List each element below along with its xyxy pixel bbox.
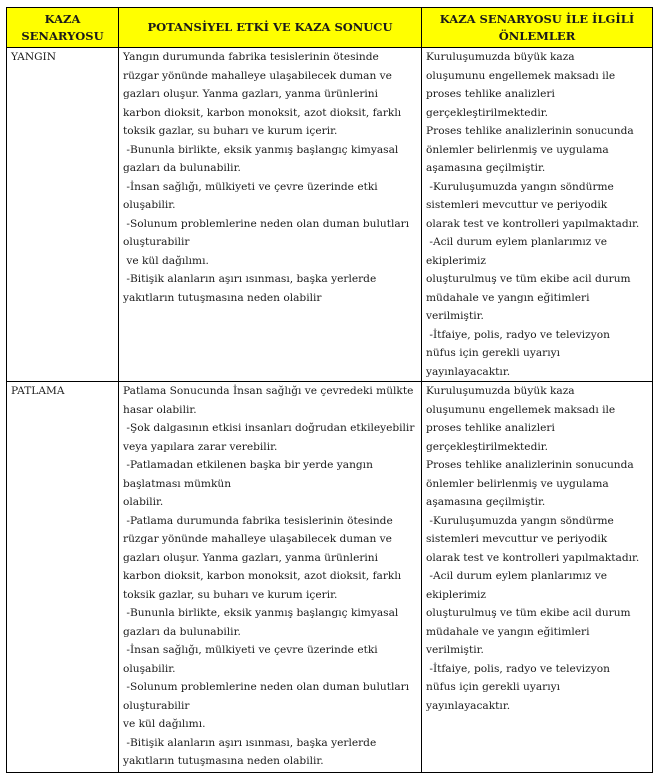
text-line: toksik gazlar, su buharı ve kurum içerir.: [123, 125, 338, 137]
scenario-label: YANGIN: [11, 51, 57, 63]
text-line: -Bununla birlikte, eksik yanmış başlangıç kimyasal: [123, 143, 399, 156]
accident-scenario-table: [6, 7, 653, 773]
header-row: [7, 8, 653, 48]
text-line: önlemler belirlenmiş ve uygulama: [426, 477, 609, 490]
text-line: ve kül dağılımı.: [123, 254, 209, 267]
text-line: sistemleri mevcuttur ve periyodik: [426, 533, 608, 545]
text-line: gerçekleştirilmektedir.: [426, 440, 549, 453]
text-line: oluşumunu engellemek maksadı ile: [426, 403, 616, 416]
text-line: sistemleri mevcuttur ve periyodik: [426, 199, 608, 211]
text-line: proses tehlike analizleri: [426, 88, 555, 100]
table-row-yangin: [7, 48, 653, 382]
text-line: Kuruluşumuzda büyük kaza: [426, 51, 575, 63]
text-line: başlatması mümkün: [123, 477, 232, 490]
text-line: yayınlayacaktır.: [426, 699, 511, 712]
text-line: -Bitişik alanların aşırı ısınması, başka yerlerde: [123, 736, 377, 749]
text-line: gazları da bulunabilir.: [123, 625, 241, 638]
text-line: gazları oluşur. Yanma gazları, yanma ürünlerini: [123, 551, 378, 564]
text-line: Proses tehlike analizlerinin sonucunda: [426, 459, 634, 471]
text-line: oluşabilir.: [123, 199, 176, 211]
text-line: nüfus için gerekli uyarıyı: [426, 681, 560, 693]
header-potential-effect: POTANSİYEL ETKİ VE KAZA SONUCU: [119, 8, 422, 48]
text-line: verilmiştir.: [426, 310, 484, 322]
text-line: -Bununla birlikte, eksik yanmış başlangıç kimyasal: [123, 607, 399, 619]
text-line: -Şok dalgasının etkisi insanları doğrudan etkileyebilir: [123, 422, 415, 434]
text-line: karbon dioksit, karbon monoksit, azot dioksit, farklı: [123, 570, 402, 582]
text-line: gerçekleştirilmektedir.: [426, 106, 549, 119]
text-line: Proses tehlike analizlerinin sonucunda: [426, 125, 634, 137]
effect-cell: [119, 382, 422, 773]
text-line: toksik gazlar, su buharı ve kurum içerir.: [123, 588, 338, 601]
text-line: Kuruluşumuzda büyük kaza: [426, 385, 575, 397]
text-line: aşamasına geçilmiştir.: [426, 162, 546, 174]
text-line: müdahale ve yangın eğitimleri: [426, 625, 590, 638]
text-line: veya yapılara zarar verebilir.: [123, 440, 278, 453]
text-line: Patlama Sonucunda İnsan sağlığı ve çevredeki mülkte: [123, 385, 414, 397]
text-line: yayınlayacaktır.: [426, 365, 511, 378]
text-line: müdahale ve yangın eğitimleri: [426, 291, 590, 304]
text-line: -Patlamadan etkilenen başka bir yerde yangın: [123, 459, 373, 471]
table-row-patlama: [7, 382, 653, 773]
text-line: rüzgar yönünde mahalleye ulaşabilecek duman ve: [123, 533, 392, 545]
text-line: -Acil durum eylem planlarımız ve: [426, 570, 608, 582]
text-line: oluşturabilir: [123, 699, 190, 712]
text-line: -Bitişik alanların aşırı ısınması, başka yerlerde: [123, 273, 377, 285]
text-line: proses tehlike analizleri: [426, 422, 555, 434]
text-line: oluşturabilir: [123, 236, 190, 248]
scenario-label: PATLAMA: [11, 385, 65, 397]
text-line: -Patlama durumunda fabrika tesislerinin ötesinde: [123, 514, 393, 527]
text-line: gazları oluşur. Yanma gazları, yanma ürünlerini: [123, 88, 378, 100]
header-measures: KAZA SENARYOSU İLE İLGİLİ ÖNLEMLER: [422, 8, 653, 48]
text-line: -Kuruluşumuzda yangın söndürme: [426, 180, 614, 193]
header-scenario: KAZA SENARYOSU: [7, 8, 119, 48]
text-line: ekiplerimiz: [426, 588, 486, 601]
text-line: -İtfaiye, polis, radyo ve televizyon: [426, 662, 610, 675]
text-line: gazları da bulunabilir.: [123, 162, 241, 174]
text-line: oluşturulmuş ve tüm ekibe acil durum: [426, 273, 631, 285]
text-line: ekiplerimiz: [426, 254, 486, 267]
measures-cell: [422, 382, 653, 773]
text-line: oluşabilir.: [123, 662, 176, 675]
text-line: olarak test ve kontrolleri yapılmaktadır.: [426, 551, 640, 564]
text-line: ve kül dağılımı.: [123, 718, 206, 730]
text-line: -Solunum problemlerine neden olan duman bulutları: [123, 681, 410, 693]
effect-cell: [119, 48, 422, 382]
text-line: aşamasına geçilmiştir.: [426, 496, 546, 508]
measures-cell: [422, 48, 653, 382]
text-line: oluşturulmuş ve tüm ekibe acil durum: [426, 607, 631, 619]
text-line: -Acil durum eylem planlarımız ve: [426, 236, 608, 248]
text-line: olabilir.: [123, 496, 164, 508]
text-line: yakıtların tutuşmasına neden olabilir: [123, 291, 322, 304]
text-line: -Kuruluşumuzda yangın söndürme: [426, 514, 614, 527]
text-line: Yangın durumunda fabrika tesislerinin ötesinde: [123, 51, 379, 63]
scenario-cell: [7, 382, 119, 773]
text-line: oluşumunu engellemek maksadı ile: [426, 69, 616, 82]
text-line: yakıtların tutuşmasına neden olabilir.: [123, 755, 324, 767]
text-line: -İnsan sağlığı, mülkiyeti ve çevre üzerinde etki: [123, 180, 378, 193]
scenario-cell: [7, 48, 119, 382]
text-line: -Solunum problemlerine neden olan duman bulutları: [123, 217, 410, 230]
text-line: nüfus için gerekli uyarıyı: [426, 347, 560, 359]
text-line: olarak test ve kontrolleri yapılmaktadır.: [426, 217, 640, 230]
text-line: rüzgar yönünde mahalleye ulaşabilecek duman ve: [123, 69, 392, 82]
text-line: -İnsan sağlığı, mülkiyeti ve çevre üzerinde etki: [123, 644, 378, 656]
text-line: verilmiştir.: [426, 644, 484, 656]
text-line: önlemler belirlenmiş ve uygulama: [426, 143, 609, 156]
text-line: -İtfaiye, polis, radyo ve televizyon: [426, 328, 610, 341]
text-line: hasar olabilir.: [123, 403, 197, 416]
text-line: karbon dioksit, karbon monoksit, azot dioksit, farklı: [123, 106, 402, 119]
